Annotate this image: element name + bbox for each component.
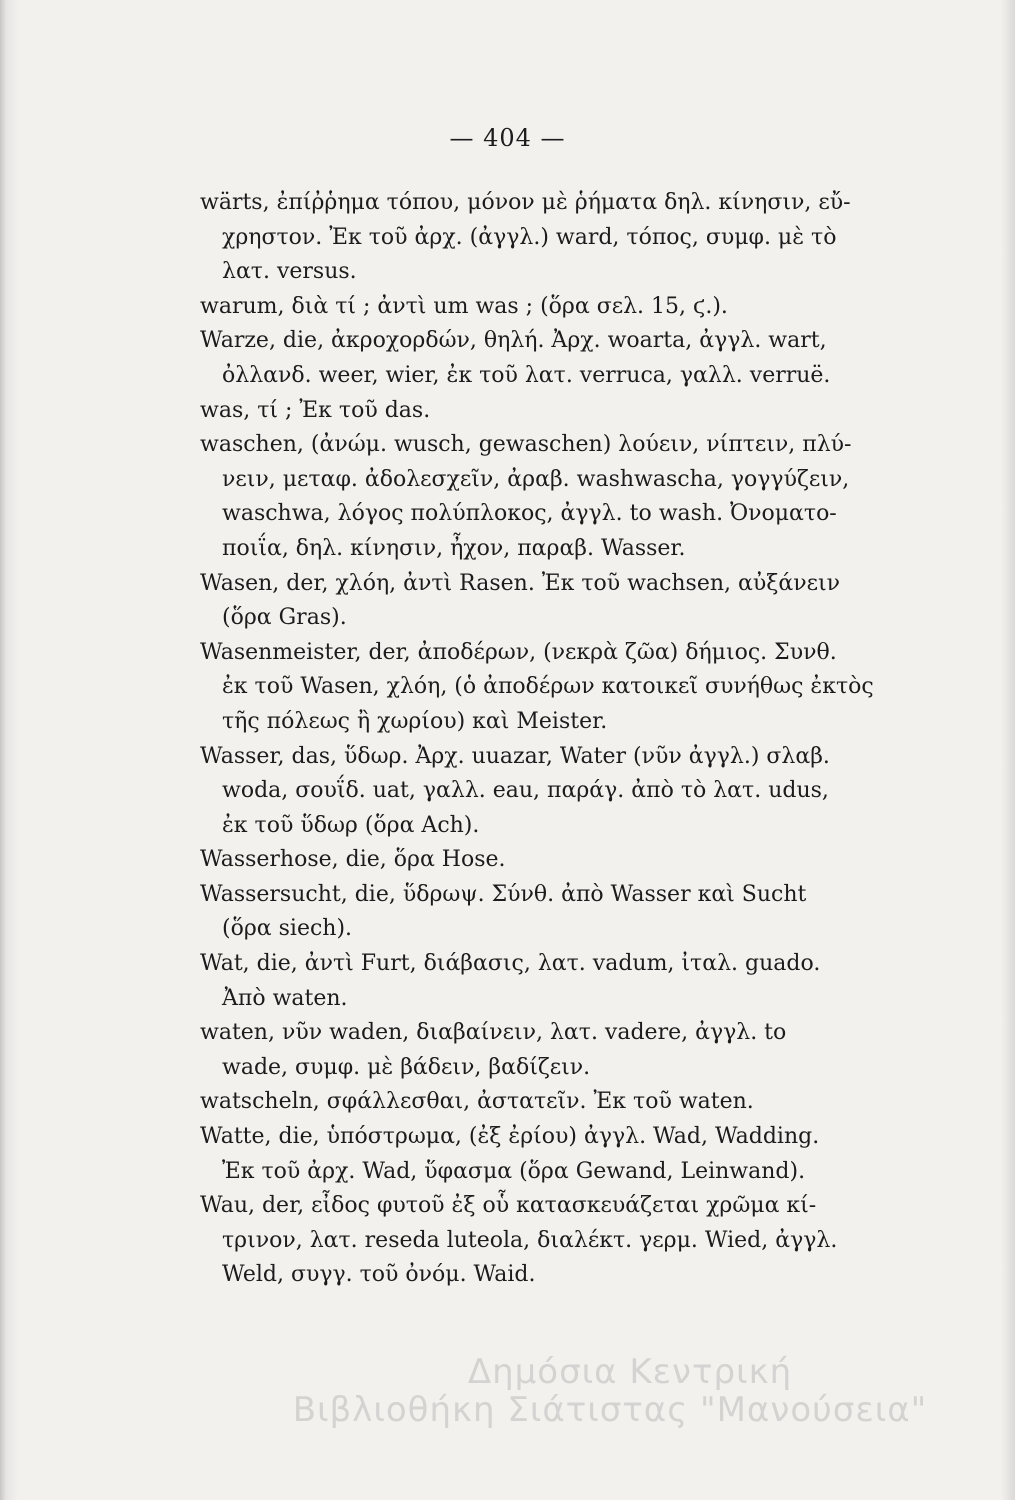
entry-headline: Wasenmeister, der, ἀποδέρων, (νεκρὰ ζῶα) δήμιος. Συνθ. bbox=[200, 639, 837, 665]
entry-headline: Wasen, der, χλόη, ἀντὶ Rasen. Ἐκ τοῦ wachsen, αὐξάνειν bbox=[200, 570, 840, 596]
entry-headline: Wau, der, εἶδος φυτοῦ ἐξ οὗ κατασκευάζεται χρῶμα κί- bbox=[200, 1193, 817, 1219]
dictionary-entry bbox=[200, 878, 930, 947]
entry-continuation-line: νειν, μεταφ. ἀδολεσχεῖν, ἀραβ. washwascha, γογγύζειν, bbox=[222, 466, 850, 492]
entry-continuation-line: ἐκ τοῦ Wasen, χλόη, (ὁ ἀποδέρων κατοικεῖ συνήθως ἐκτὸς bbox=[222, 674, 874, 700]
entry-continuation-line: ὀλλανδ. weer, wier, ἐκ τοῦ λατ. verruca, γαλλ. verruë. bbox=[222, 362, 831, 388]
dictionary-entry bbox=[200, 740, 930, 844]
dictionary-entry bbox=[200, 186, 930, 290]
dictionary-entry bbox=[200, 290, 930, 325]
entry-headline: warum, διὰ τί ; ἀντὶ um was ; (ὅρα σελ. 15, ϛ.). bbox=[200, 293, 728, 319]
dictionary-entry bbox=[200, 324, 930, 393]
dictionary-entry bbox=[200, 1120, 930, 1189]
entry-continuation-line: (ὅρα Gras). bbox=[222, 605, 347, 631]
entry-continuation-line: waschwa, λόγος πολύπλοκος, ἀγγλ. to wash. Ὀνοματο- bbox=[222, 501, 837, 527]
entry-headline: wärts, ἐπίῤῥημα τόπου, μόνον μὲ ῥήματα δηλ. κίνησιν, εὔ- bbox=[200, 190, 851, 215]
entry-headline: watscheln, σφάλλεσθαι, ἀστατεῖν. Ἐκ τοῦ waten. bbox=[200, 1089, 754, 1115]
dictionary-entry bbox=[200, 567, 930, 636]
library-watermark-line-1: Δημόσια Κεντρική bbox=[467, 1352, 793, 1392]
dictionary-entry bbox=[200, 394, 930, 429]
entry-continuation-line: χρηστον. Ἐκ τοῦ ἀρχ. (ἀγγλ.) ward, τόπος, συμφ. μὲ τὸ bbox=[222, 224, 837, 250]
dictionary-text bbox=[200, 186, 930, 1293]
library-watermark-line-2: Βιβλιοθήκη Σιάτιστας "Μανούσεια" bbox=[292, 1390, 928, 1430]
entry-continuation-line: τῆς πόλεως ἢ χωρίου) καὶ Meister. bbox=[222, 708, 608, 734]
entry-continuation-line: wade, συμφ. μὲ βάδειν, βαδίζειν. bbox=[222, 1054, 591, 1080]
entry-headline: Wat, die, ἀντὶ Furt, διάβασις, λατ. vadum, ἰταλ. guado. bbox=[200, 951, 821, 977]
page-number: — 404 — bbox=[449, 124, 566, 152]
entry-continuation-line: ποιΐα, δηλ. κίνησιν, ἦχον, παραβ. Wasser. bbox=[222, 535, 686, 561]
entry-continuation-line: (ὅρα siech). bbox=[222, 916, 353, 942]
entry-continuation-line: ἐκ τοῦ ὕδωρ (ὅρα Ach). bbox=[222, 812, 480, 838]
dictionary-entry bbox=[200, 843, 930, 878]
dictionary-entry bbox=[200, 1189, 930, 1293]
dictionary-entry bbox=[200, 947, 930, 1016]
entry-headline: waten, νῦν waden, διαβαίνειν, λατ. vadere, ἀγγλ. to bbox=[200, 1020, 787, 1046]
entry-headline: Wasserhose, die, ὅρα Hose. bbox=[200, 847, 506, 873]
entry-headline: was, τί ; Ἐκ τοῦ das. bbox=[200, 397, 431, 423]
entry-continuation-line: Ἐκ τοῦ ἀρχ. Wad, ὕφασμα (ὅρα Gewand, Leinwand). bbox=[222, 1158, 806, 1184]
entry-headline: waschen, (ἀνώμ. wusch, gewaschen) λούειν, νίπτειν, πλύ- bbox=[200, 432, 852, 458]
dictionary-entry bbox=[200, 1085, 930, 1120]
entry-headline: Watte, die, ὑπόστρωμα, (ἐξ ἐρίου) ἀγγλ. Wad, Wadding. bbox=[200, 1124, 820, 1150]
dictionary-entry bbox=[200, 1016, 930, 1085]
entry-continuation-line: woda, σουΐδ. uat, γαλλ. eau, παράγ. ἀπὸ τὸ λατ. udus, bbox=[222, 778, 829, 804]
dictionary-entry bbox=[200, 428, 930, 566]
entry-headline: Wassersucht, die, ὕδρωψ. Σύνθ. ἀπὸ Wasser καὶ Sucht bbox=[200, 881, 807, 907]
dictionary-entry bbox=[200, 636, 930, 740]
entry-continuation-line: λατ. versus. bbox=[222, 259, 357, 285]
entry-continuation-line: Ἀπὸ waten. bbox=[222, 985, 348, 1011]
entry-continuation-line: Weld, συγγ. τοῦ ὀνόμ. Waid. bbox=[222, 1262, 536, 1288]
entry-headline: Wasser, das, ὕδωρ. Ἀρχ. uuazar, Water (νῦν ἀγγλ.) σλαβ. bbox=[200, 743, 830, 769]
entry-headline: Warze, die, ἀκροχορδών, θηλή. Ἀρχ. woarta, ἀγγλ. wart, bbox=[200, 328, 827, 354]
entry-continuation-line: τρινον, λατ. reseda luteola, διαλέκτ. γερμ. Wied, ἀγγλ. bbox=[222, 1227, 838, 1253]
